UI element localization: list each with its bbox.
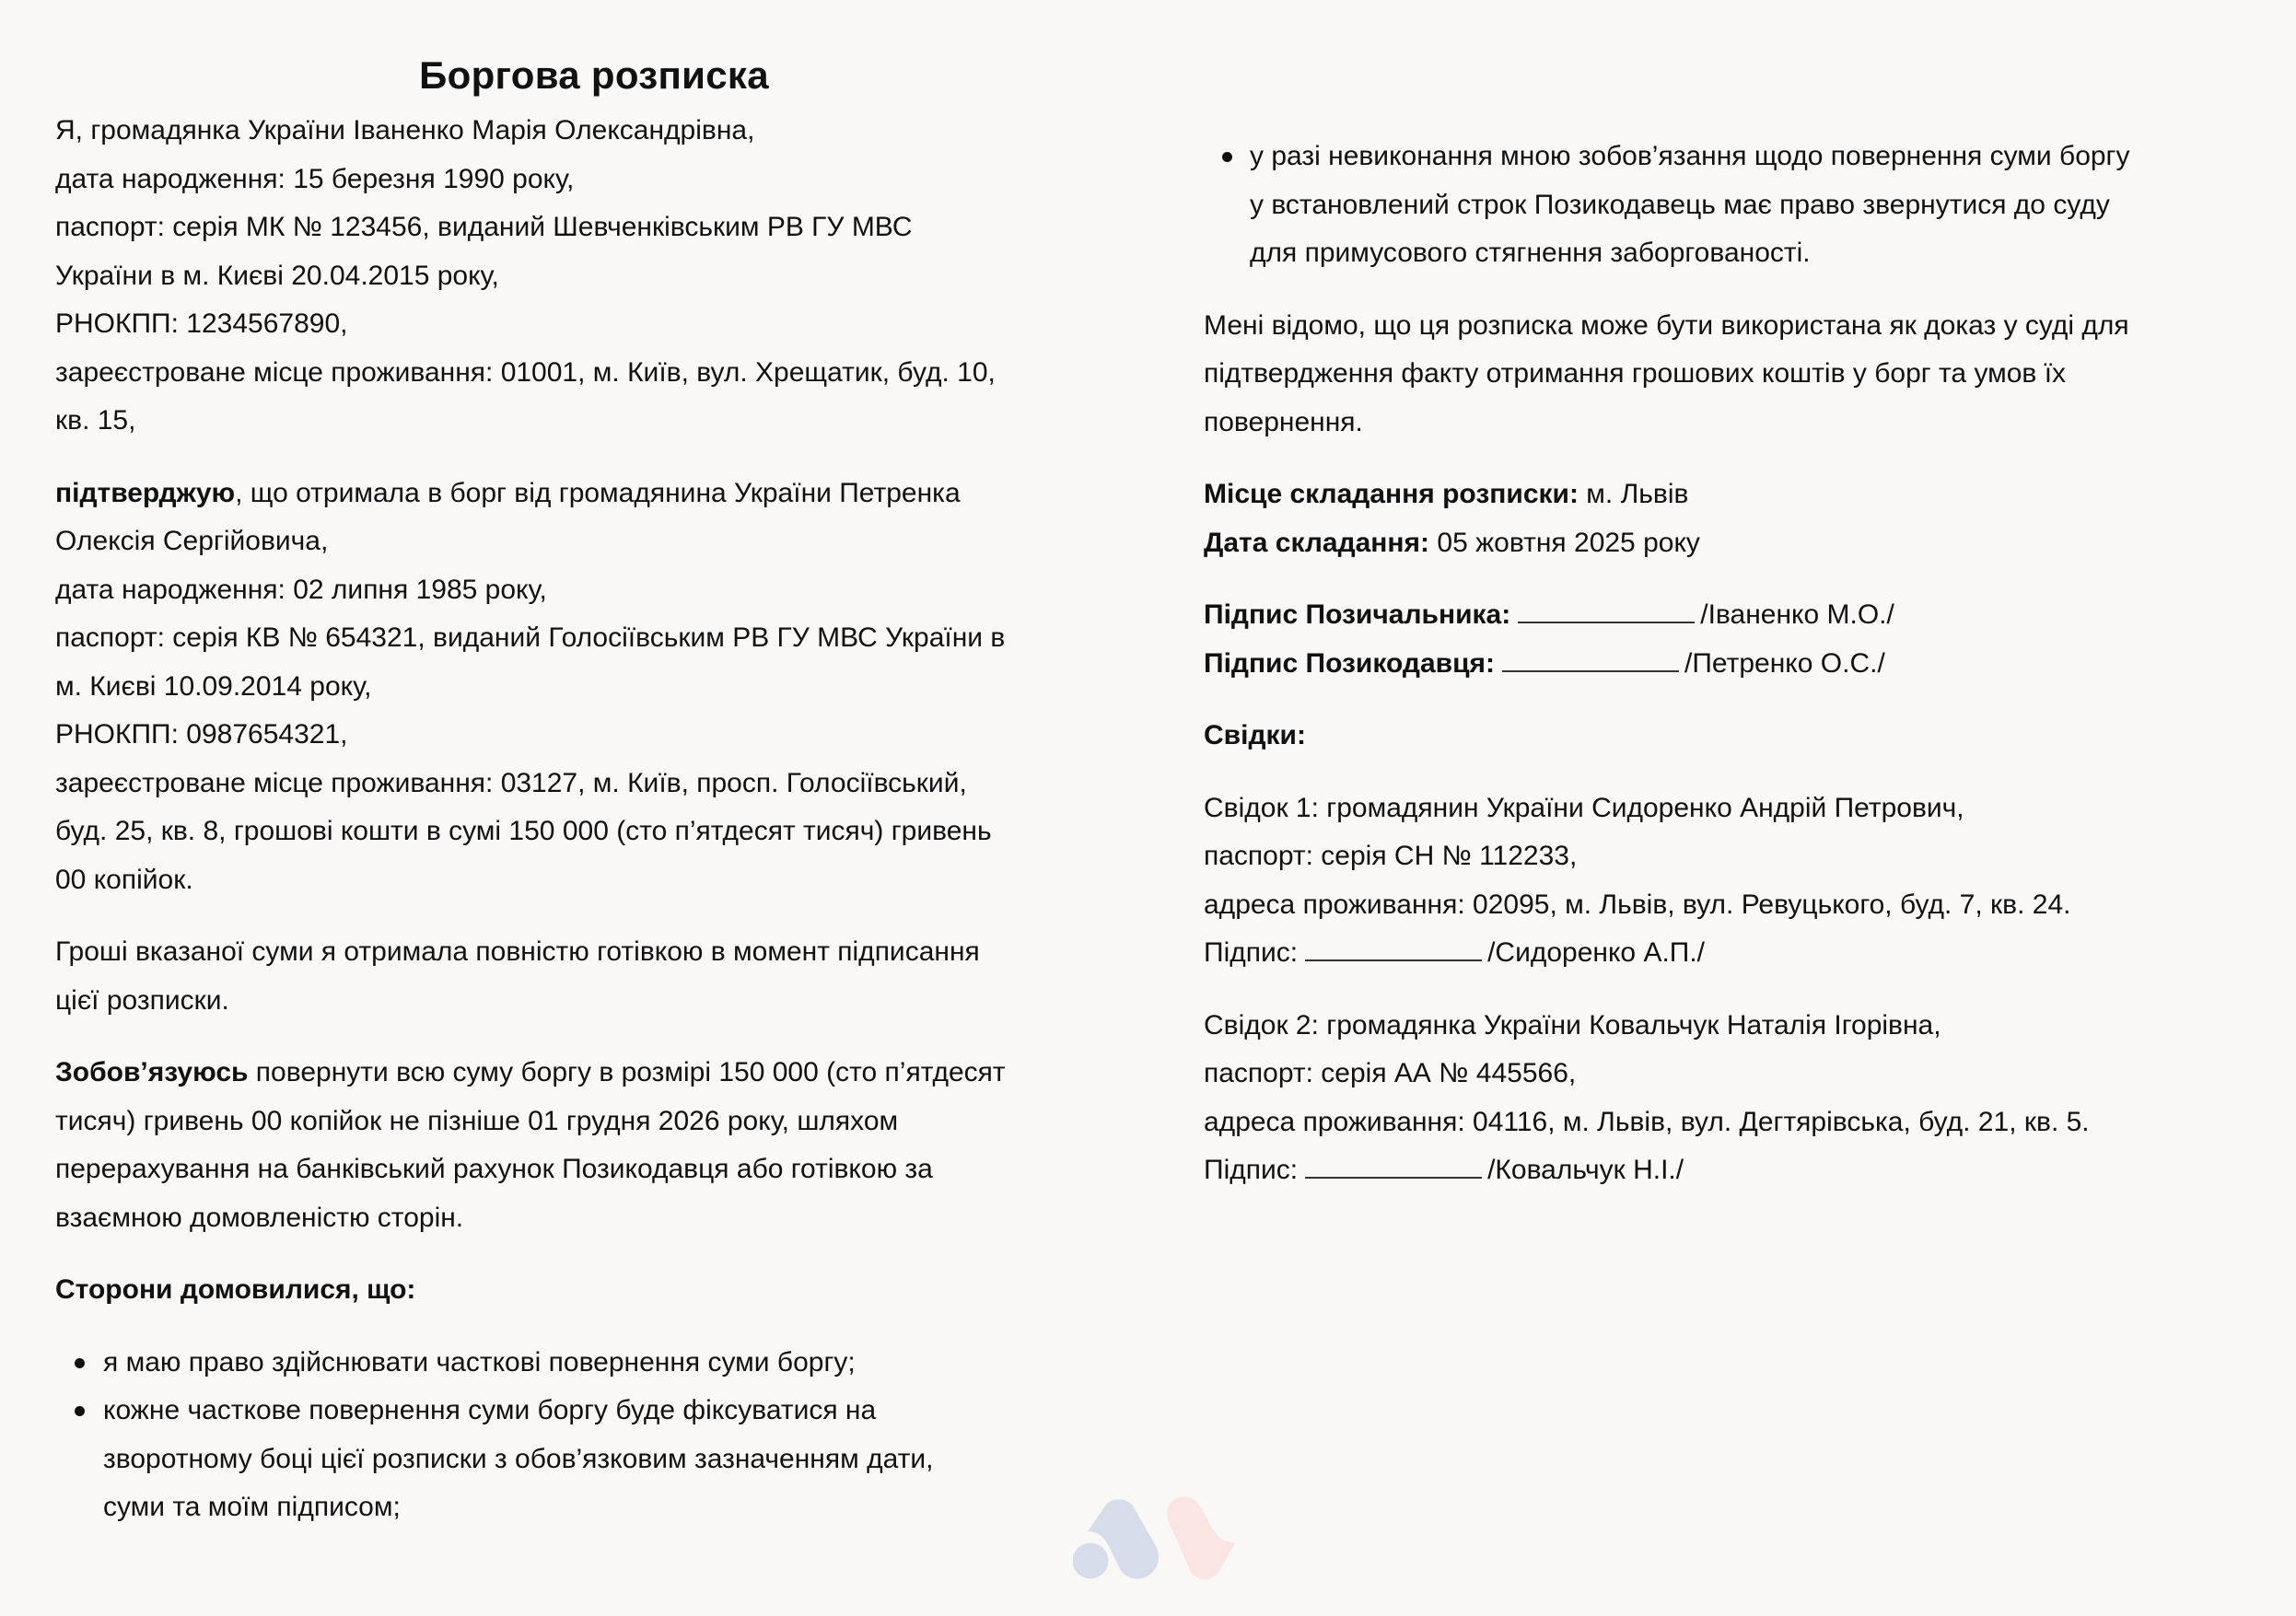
witness-signature-label: Підпис:	[1204, 1155, 1299, 1185]
witnesses-heading: Свідки:	[1204, 720, 1306, 750]
confirmation-line: м. Києві 10.09.2014 року,	[55, 670, 372, 702]
obligation-line: перерахування на банківський рахунок Позикодавця або готівкою за	[55, 1154, 933, 1184]
bullet-icon	[1222, 152, 1232, 162]
witness-signature-label: Підпис:	[1204, 937, 1299, 968]
left-column	[55, 0, 1124, 1532]
signatures-block	[1204, 591, 2254, 688]
borrower-signature-label: Підпис Позичальника:	[1204, 599, 1511, 630]
borrower-signature-row	[1204, 591, 2254, 640]
obligation-line: взаємною домовленістю сторін.	[55, 1202, 464, 1233]
lender-signature-name: /Петренко О.С./	[1684, 647, 1885, 679]
evidence-line: підтвердження факту отримання грошових коштів у борг та умов їх	[1204, 358, 2067, 389]
lender-signature-row	[1204, 640, 2254, 689]
witness-2	[1204, 1002, 2254, 1195]
evidence-line: повернення.	[1204, 406, 1363, 437]
bullet-icon	[75, 1406, 85, 1416]
date-label: Дата складання:	[1204, 527, 1430, 558]
bullet-icon	[75, 1358, 85, 1368]
agreement-item-line: кожне часткове повернення суми боргу буде фіксуватися на	[103, 1395, 877, 1425]
signature-blank	[1518, 622, 1695, 623]
obligation-paragraph	[55, 1049, 1124, 1242]
cash-line: Гроші вказаної суми я отримала повністю готівкою в момент підписання	[55, 936, 980, 967]
confirmation-line: дата народження: 02 липня 1985 року,	[55, 574, 547, 605]
cash-line: цієї розписки.	[55, 984, 229, 1016]
agreement-item	[55, 1339, 1124, 1388]
confirmation-line: паспорт: серія КВ № 654321, виданий Голосіївським РВ ГУ МВС України в	[55, 622, 1006, 653]
borrower-line: кв. 15,	[55, 405, 136, 436]
signature-blank	[1305, 959, 1482, 961]
borrower-line: України в м. Києві 20.04.2015 року,	[55, 260, 499, 291]
agreement-list-continued	[1204, 133, 2254, 278]
witness-address: адреса проживання: 04116, м. Львів, вул. Дегтярівська, буд. 21, кв. 5.	[1204, 1106, 2090, 1137]
obligation-text: повернути всю суму боргу в розмірі 150 000 (сто п’ятдесят	[248, 1057, 1006, 1087]
confirmation-line: Олексія Сергійовича,	[55, 526, 329, 556]
borrower-details	[55, 107, 1124, 446]
obligation-keyword: Зобов’язуюсь	[55, 1057, 249, 1087]
witness-address: адреса проживання: 02095, м. Львів, вул. Ревуцького, буд. 7, кв. 24.	[1204, 889, 2071, 920]
confirmation-text: , що отримала в борг від громадянина України Петренка	[235, 477, 961, 508]
borrower-signature-name: /Іваненко М.О./	[1700, 599, 1894, 630]
agreement-item-line: я маю право здійснювати часткові повернення суми боргу;	[103, 1346, 856, 1378]
obligation-first-line	[55, 1049, 1124, 1098]
obligation-line: тисяч) гривень 00 копійок не пізніше 01 грудня 2026 року, шляхом	[55, 1105, 899, 1136]
confirm-keyword: підтверджую	[55, 477, 236, 508]
confirmation-line: РНОКПП: 0987654321,	[55, 719, 348, 750]
agreement-item	[55, 1387, 1124, 1532]
borrower-line: РНОКПП: 1234567890,	[55, 308, 348, 339]
confirmation-line: зареєстроване місце проживання: 03127, м. Київ, просп. Голосіївський,	[55, 767, 967, 798]
signature-blank	[1305, 1177, 1482, 1179]
evidence-paragraph	[1204, 302, 2254, 448]
agreement-heading: Сторони домовилися, що:	[55, 1274, 416, 1305]
borrower-line: паспорт: серія МК № 123456, виданий Шевченківським РВ ГУ МВС	[55, 212, 913, 242]
agreement-item-line: для примусового стягнення заборгованості.	[1250, 238, 1811, 268]
place-value: м. Львів	[1578, 479, 1689, 509]
lender-signature-label: Підпис Позикодавця:	[1204, 647, 1496, 679]
witness-line: Свідок 2: громадянка України Ковальчук Наталія Ігорівна,	[1204, 1009, 1941, 1041]
place-row	[1204, 471, 2254, 519]
confirmation-first-line	[55, 470, 1124, 518]
agreement-item-line: у разі невиконання мною зобов’язання щодо повернення суми боргу	[1250, 141, 2130, 171]
borrower-line: дата народження: 15 березня 1990 року,	[55, 163, 575, 194]
confirmation-line: буд. 25, кв. 8, грошові кошти в сумі 150 000 (сто п’ятдесят тисяч) гривень	[55, 816, 992, 846]
document-title: Боргова розписка	[419, 53, 769, 97]
witness-1	[1204, 785, 2254, 978]
witness-line: Свідок 1: громадянин України Сидоренко Андрій Петрович,	[1204, 792, 1964, 823]
confirmation-line: 00 копійок.	[55, 864, 193, 895]
evidence-line: Мені відомо, що ця розписка може бути використана як доказ у суді для	[1204, 309, 2129, 341]
witness-signature-name: /Сидоренко А.П./	[1487, 937, 1706, 968]
agreement-list	[55, 1339, 1124, 1532]
agreement-item-line: у встановлений строк Позикодавець має право звернутися до суду	[1250, 189, 2110, 220]
witness-signature-row	[1204, 1146, 2254, 1195]
right-column	[1204, 133, 2254, 1195]
witness-passport: паспорт: серія СН № 112233,	[1204, 841, 1578, 871]
witness-passport: паспорт: серія АА № 445566,	[1204, 1058, 1577, 1088]
agreement-item-line: суми та моїм підписом;	[103, 1492, 401, 1522]
date-value: 05 жовтня 2025 року	[1429, 527, 1700, 558]
confirmation-paragraph	[55, 470, 1124, 905]
signature-blank	[1502, 670, 1679, 672]
witness-signature-name: /Ковальчук Н.І./	[1487, 1155, 1684, 1185]
agreement-item	[1204, 133, 2254, 278]
place-date-block	[1204, 471, 2254, 567]
agreement-item-line: зворотному боці цієї розписки з обов’язковим зазначенням дати,	[103, 1443, 934, 1474]
borrower-line: зареєстроване місце проживання: 01001, м. Київ, вул. Хрещатик, буд. 10,	[55, 356, 996, 388]
borrower-line: Я, громадянка України Іваненко Марія Олександрівна,	[55, 115, 755, 145]
logo-watermark-icon	[1073, 1494, 1248, 1583]
place-label: Місце складання розписки:	[1204, 479, 1579, 509]
witness-signature-row	[1204, 929, 2254, 978]
date-row	[1204, 519, 2254, 568]
cash-paragraph	[55, 928, 1124, 1025]
